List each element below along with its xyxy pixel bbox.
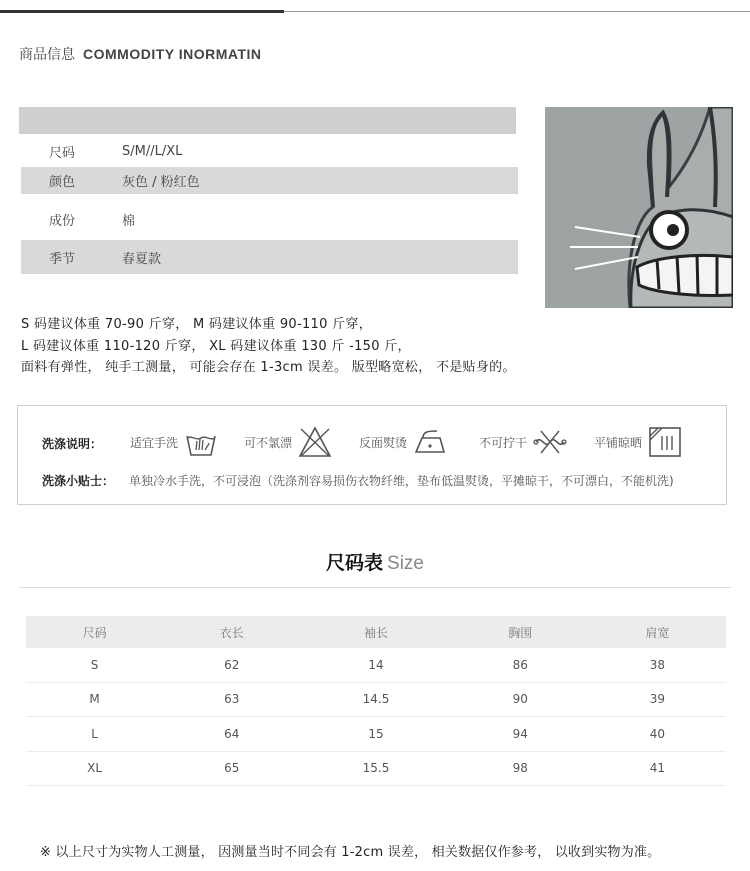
section-title (19, 44, 262, 64)
dry-flat-icon (648, 426, 682, 458)
info-key: 尺码 (49, 146, 76, 161)
wash-row (42, 435, 102, 452)
wash-item-text: 不可拧干 (479, 435, 528, 450)
hand-wash-icon (184, 426, 218, 458)
wash-item-dry-flat (594, 426, 682, 458)
header-size: 尺码 (26, 616, 163, 648)
table-row (26, 717, 726, 752)
table-row (26, 648, 726, 682)
top-divider-accent (0, 10, 284, 13)
table-row (26, 751, 726, 786)
iron-icon (413, 426, 447, 458)
table-cell: 38 (589, 648, 726, 682)
size-chart-divider (19, 587, 731, 588)
size-chart-title (0, 548, 750, 575)
table-cell: 90 (452, 682, 589, 717)
info-row-size (21, 140, 518, 163)
header-chest: 胸围 (452, 616, 589, 648)
table-cell: 98 (452, 751, 589, 786)
info-value: 春夏款 (122, 251, 162, 267)
info-value: S/M//L/XL (122, 144, 183, 159)
table-cell: 63 (163, 682, 300, 717)
wash-item-text: 平铺晾晒 (594, 435, 643, 450)
note-line: 面料有弹性， 纯手工测量， 可能会存在 1-3cm 误差。 版型略宽松， 不是贴身的。 (21, 360, 516, 375)
wash-item-text: 反面熨烫 (359, 435, 408, 450)
footer-note: ※ 以上尺寸为实物人工测量， 因测量当时不同会有 1-2cm 误差， 相关数据仅作参考， 以收到实物为准。 (40, 845, 661, 860)
wash-item-text: 适宜手洗 (130, 435, 179, 450)
size-notes (21, 314, 516, 379)
table-cell: 15.5 (300, 751, 451, 786)
table-cell: 86 (452, 648, 589, 682)
info-row-color (21, 167, 518, 194)
no-bleach-icon (298, 426, 332, 458)
wash-item-no-wring (479, 426, 567, 458)
table-cell: M (26, 682, 163, 717)
wash-instructions-box (17, 405, 727, 505)
table-cell: 41 (589, 751, 726, 786)
product-image (545, 107, 733, 308)
section-title-cn: 商品信息 (19, 47, 75, 63)
table-cell: 14 (300, 648, 451, 682)
header-sleeve: 袖长 (300, 616, 451, 648)
note-line: L 码建议体重 110-120 斤穿， XL 码建议体重 130 斤 -150 斤， (21, 338, 411, 354)
table-cell: S (26, 648, 163, 682)
wash-item-no-bleach (244, 426, 332, 458)
wash-item-iron (359, 426, 447, 458)
info-key: 成份 (49, 213, 76, 229)
table-cell: 65 (163, 751, 300, 786)
size-chart-title-en: Size (387, 553, 424, 574)
info-row-material (21, 206, 518, 232)
section-title-en: COMMODITY INORMATIN (83, 46, 262, 62)
table-cell: 39 (589, 682, 726, 717)
table-cell: XL (26, 751, 163, 786)
note-line: S 码建议体重 70-90 斤穿， M 码建议体重 90-110 斤穿， (21, 317, 373, 332)
table-row (26, 682, 726, 717)
table-cell: 15 (300, 717, 451, 752)
no-wring-icon (533, 426, 567, 458)
wash-item-text: 可不氯漂 (244, 435, 293, 450)
wash-tips-text: 单独冷水手洗，不可浸泡（洗涤剂容易损伤衣物纤维，垫布低温熨烫，平摊晾干，不可漂白，不能机洗) (129, 474, 674, 488)
info-key: 季节 (49, 251, 76, 267)
header-shoulder: 肩宽 (589, 616, 726, 648)
wash-tips-label: 洗涤小贴士： (42, 474, 115, 488)
info-header-bar (19, 107, 516, 134)
table-cell: 62 (163, 648, 300, 682)
table-cell: 40 (589, 717, 726, 752)
wash-tips-row (42, 472, 674, 489)
info-value: 灰色 / 粉红色 (122, 175, 200, 190)
header-length: 衣长 (163, 616, 300, 648)
table-cell: 64 (163, 717, 300, 752)
wash-label: 洗涤说明： (42, 437, 103, 451)
wash-item-hand-wash (130, 426, 218, 458)
size-table (26, 616, 726, 786)
info-key: 颜色 (49, 175, 76, 190)
table-cell: L (26, 717, 163, 752)
info-row-season (21, 240, 518, 274)
info-value: 棉 (122, 213, 136, 229)
size-table-header (26, 616, 726, 648)
table-cell: 94 (452, 717, 589, 752)
table-cell: 14.5 (300, 682, 451, 717)
size-chart-title-cn: 尺码表 (326, 552, 384, 574)
